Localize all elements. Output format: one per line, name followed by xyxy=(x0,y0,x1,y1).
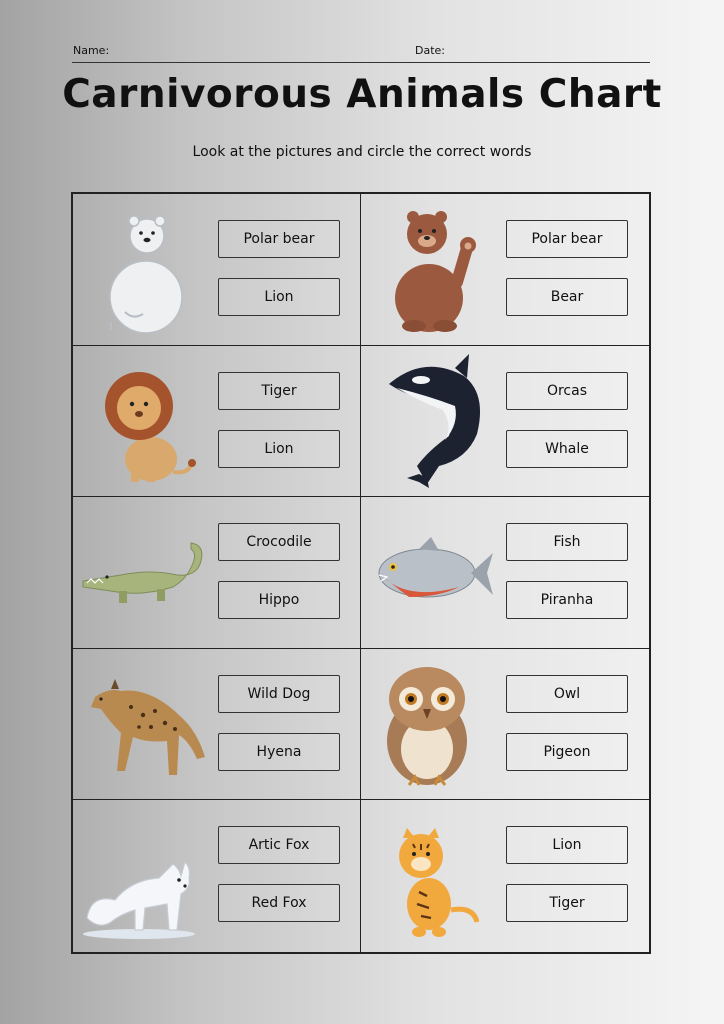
option-whale[interactable]: Whale xyxy=(506,430,628,468)
card-orca xyxy=(361,346,649,498)
tiger-image xyxy=(369,808,499,944)
crocodile-image xyxy=(81,505,211,641)
option-bear[interactable]: Bear xyxy=(506,278,628,316)
card-piranha xyxy=(361,497,649,649)
option-orcas[interactable]: Orcas xyxy=(506,372,628,410)
card-crocodile xyxy=(73,497,361,649)
polar-bear-image xyxy=(81,202,211,338)
animal-grid xyxy=(71,192,651,954)
card-lion xyxy=(73,346,361,498)
instructions: Look at the pictures and circle the correct words xyxy=(192,144,532,160)
option-pigeon[interactable]: Pigeon xyxy=(506,733,628,771)
option-piranha[interactable]: Piranha xyxy=(506,581,628,619)
option-tiger[interactable]: Tiger xyxy=(218,372,340,410)
option-tiger[interactable]: Tiger xyxy=(506,884,628,922)
lion-image xyxy=(81,354,211,490)
option-hippo[interactable]: Hippo xyxy=(218,581,340,619)
piranha-image xyxy=(369,505,499,641)
option-artic-fox[interactable]: Artic Fox xyxy=(218,826,340,864)
option-polar-bear[interactable]: Polar bear xyxy=(506,220,628,258)
option-crocodile[interactable]: Crocodile xyxy=(218,523,340,561)
page-title: Carnivorous Animals Chart xyxy=(62,72,662,117)
card-hyena xyxy=(73,649,361,801)
card-arctic-fox xyxy=(73,800,361,952)
name-date-line xyxy=(72,40,650,63)
brown-bear-image xyxy=(369,202,499,338)
owl-image xyxy=(369,657,499,793)
option-fish[interactable]: Fish xyxy=(506,523,628,561)
card-polar-bear xyxy=(73,194,361,346)
name-label: Name: xyxy=(73,44,110,57)
card-brown-bear xyxy=(361,194,649,346)
hyena-image xyxy=(81,657,211,793)
option-hyena[interactable]: Hyena xyxy=(218,733,340,771)
card-owl xyxy=(361,649,649,801)
orca-image xyxy=(369,354,499,490)
option-lion[interactable]: Lion xyxy=(218,278,340,316)
option-lion[interactable]: Lion xyxy=(218,430,340,468)
card-tiger xyxy=(361,800,649,952)
option-lion[interactable]: Lion xyxy=(506,826,628,864)
option-wild-dog[interactable]: Wild Dog xyxy=(218,675,340,713)
arctic-fox-image xyxy=(81,808,211,944)
option-owl[interactable]: Owl xyxy=(506,675,628,713)
date-label: Date: xyxy=(415,44,445,57)
option-polar-bear[interactable]: Polar bear xyxy=(218,220,340,258)
option-red-fox[interactable]: Red Fox xyxy=(218,884,340,922)
